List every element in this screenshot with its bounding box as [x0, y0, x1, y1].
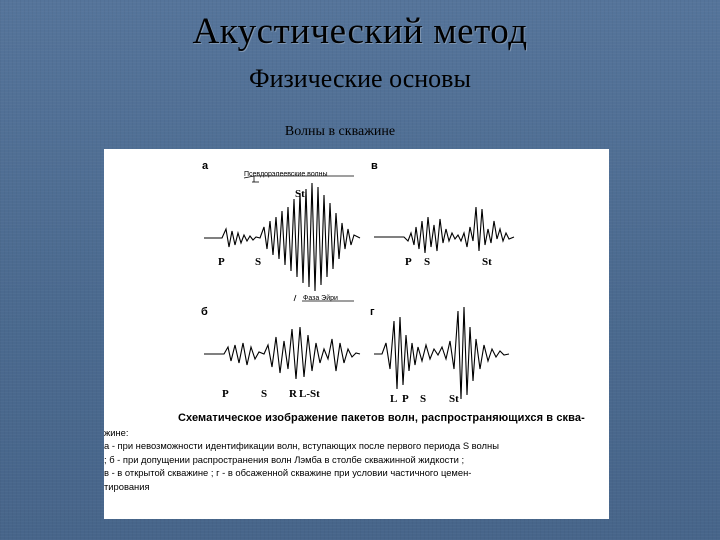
annotation-pseudo-rayleigh: Псевдорэлеевские волны [244, 171, 328, 178]
label-v-p: P [405, 256, 412, 268]
label-a-p: P [218, 256, 225, 268]
caption-line-4: в - в открытой скважине ; г - в обсаженной скважине при условии частичного цемен- [104, 467, 472, 479]
caption-title: Схематическое изображение пакетов волн, распространяющихся в сква- [178, 412, 585, 424]
label-b-r: R [289, 388, 297, 400]
trace-g [374, 307, 509, 399]
waveform-traces [104, 149, 609, 414]
figure-heading: Волны в скважине [284, 124, 396, 139]
slide-subtitle: Физические основы [249, 64, 471, 93]
waveform-figure [104, 149, 609, 519]
figure-caption [104, 412, 599, 494]
label-b-p: P [222, 388, 229, 400]
caption-line-5: тирования [104, 480, 150, 492]
panel-label-b: б [201, 306, 208, 318]
label-b-s: S [261, 388, 268, 400]
trace-v [374, 207, 514, 253]
label-a-st: St [295, 188, 305, 200]
label-g-p: P [402, 393, 409, 405]
label-g-s: S [420, 393, 427, 405]
label-v-s: S [424, 256, 431, 268]
label-v-st: St [482, 256, 492, 268]
trace-b [204, 327, 360, 379]
label-g-l: L [390, 393, 398, 405]
annotation-airy-phase: Фаза Эйри [303, 295, 338, 302]
slide-title: Акустический метод [192, 11, 528, 52]
panel-label-g: г [370, 306, 375, 318]
caption-line-2: а - при невозможности идентификации волн, вступающих после первого периода S волны [104, 440, 499, 452]
caption-line-1: жине: [104, 426, 129, 438]
caption-line-3: ; б - при допущении распространения волн Лэмба в столбе скважинной жидкости ; [104, 453, 465, 465]
label-a-s: S [255, 256, 262, 268]
label-g-st: St [449, 393, 459, 405]
label-b-lst: L-St [299, 388, 320, 400]
panel-label-a: а [202, 160, 209, 172]
panel-label-v: в [371, 160, 378, 172]
trace-a [204, 183, 360, 291]
